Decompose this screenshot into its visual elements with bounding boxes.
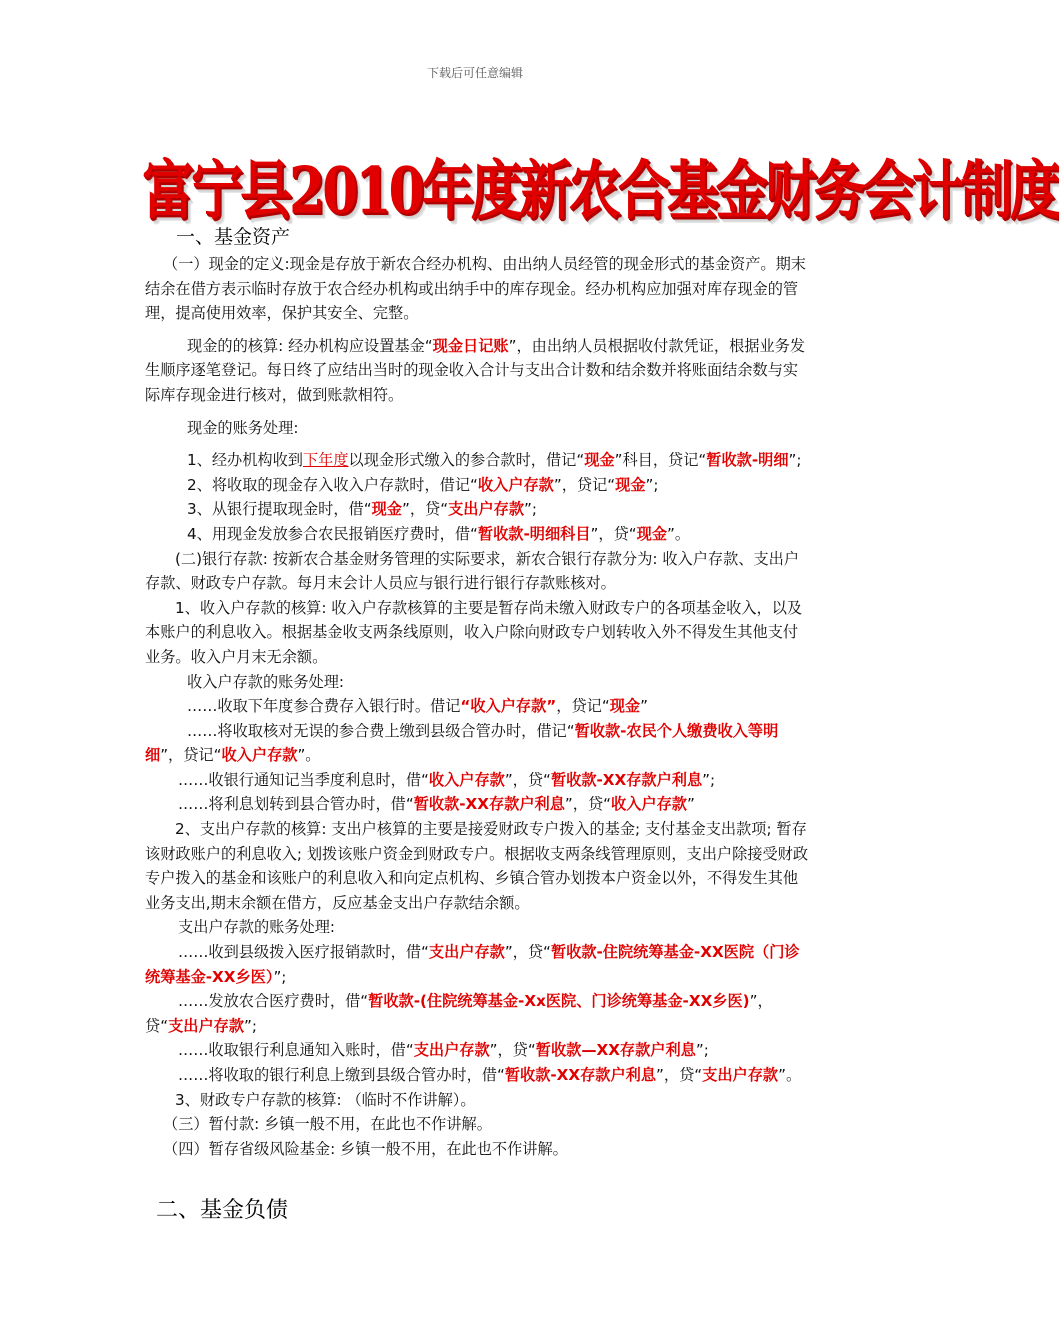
paragraph-entry-4: 4、用现金发放参合农民报销医疗费时，借“暂收款-明细科目”，贷“现金”。 [187,524,691,543]
paragraph-income-entry-3: ……收银行通知记当季度利息时，借“收入户存款”，贷“暂收款-XX存款户利息”; [178,770,716,789]
paragraph-income-account: 1、收入户存款的核算: 收入户存款核算的主要是暂存尚未缴入财政专户的各项基金收入，以及本账户的利息收入。根据基金收支两条线原则，收入户除向财政专户划转收入外不得发生其他支付业务。收入户月末无余额。 [145,598,803,666]
paragraph-expense-entry-3: ……收取银行利息通知入账时，借“支出户存款”，贷“暂收款—XX存款户利息”; [178,1041,709,1060]
section-heading-liabilities: 二、基金负债 [156,1198,289,1223]
page-header: 下载后可任意编辑 [426,66,523,80]
paragraph-fiscal-account: 3、财政专户存款的核算: （临时不作讲解）。 [175,1090,476,1109]
paragraph-entry-3: 3、从银行提取现金时，借“现金”，贷“支出户存款”; [187,500,538,519]
paragraph-income-entry-4: ……将利息划转到县合管办时，借“暂收款-XX存款户利息”，贷“收入户存款” [178,795,695,814]
paragraph-expense-handling: 支出户存款的账务处理: [178,918,335,937]
paragraph-expense-entry-1: ……收到县级拨入医疗报销款时，借“支出户存款”，贷“暂收款-住院统筹基金-XX医院（门诊统筹基金-XX乡医）”; [145,943,800,986]
paragraph-income-handling: 收入户存款的账务处理: [187,672,344,691]
paragraph-entry-1: 1、经办机构收到下年度以现金形式缴入的参合款时，借记“现金”科目，贷记“暂收款-明细”; [187,451,802,470]
paragraph-entry-2: 2、将收取的现金存入收入户存款时，借记“收入户存款”，贷记“现金”; [187,475,659,494]
paragraph-cash-handling: 现金的账务处理: [187,418,299,437]
paragraph-expense-entry-2: ……发放农合医疗费时，借“暂收款-(住院统筹基金-Xx医院、门诊统筹基金-XX乡医)”，贷“支出户存款”; [145,992,773,1035]
paragraph-bank-deposits: (二)银行存款: 按新农合基金财务管理的实际要求，新农合银行存款分为: 收入户存款、支出户存款、财政专户存款。每月末会计人员应与银行进行银行存款账核对。 [145,549,800,593]
section-heading-assets: 一、基金资产 [176,226,291,248]
document-title: 富宁县2010年度新农合基金财务会计制度 [142,153,1059,229]
paragraph-income-entry-2: ……将收取核对无误的参合费上缴到县级合管办时，借记“暂收款-农民个人缴费收入等明细”，贷记“收入户存款”。 [145,721,779,765]
paragraph-cash-definition: （一）现金的定义:现金是存放于新农合经办机构、由出纳人员经管的现金形式的基金资产。期末结余在借方表示临时存放于农合经办机构或出纳手中的库存现金。经办机构应加强对库存现金的管理，提高使用效率，保护其安全、完整。 [145,255,806,323]
paragraph-cash-accounting: 现金的的核算: 经办机构应设置基金“现金日记账”，由出纳人员根据收付款凭证，根据业务发生顺序逐笔登记。每日终了应结出当时的现金收入合计与支出合计数和结余数并将账面结余数与实际库存现金进行核对，做到账款相符。 [145,336,806,404]
paragraph-income-entry-1: ……收取下年度参合费存入银行时。借记“收入户存款”，贷记“现金” [187,697,648,716]
paragraph-expense-account: 2、支出户存款的核算: 支出户核算的主要是接爱财政专户拨入的基金; 支付基金支出款项; 暂存该财政账户的利息收入; 划拨该账户资金到财政专户。根据收支两条线管理原则，支出户除接受财政专户拨入的基金和该账户的利息收入和向定点机构、乡镇合管办划拨本户资金以外，不得发生其他业务支出,期末余额在借方，反应基金支出户存款结余额。 [145,820,809,912]
document-body [145,252,810,1161]
paragraph-expense-entry-4: ……将收取的银行利息上缴到县级合管办时，借“暂收款-XX存款户利息”，贷“支出户存款”。 [178,1066,802,1084]
paragraph-risk-fund: （四）暂存省级风险基金: 乡镇一般不用，在此也不作讲解。 [163,1139,568,1158]
paragraph-advance-payment: （三）暂付款: 乡镇一般不用，在此也不作讲解。 [163,1115,492,1134]
